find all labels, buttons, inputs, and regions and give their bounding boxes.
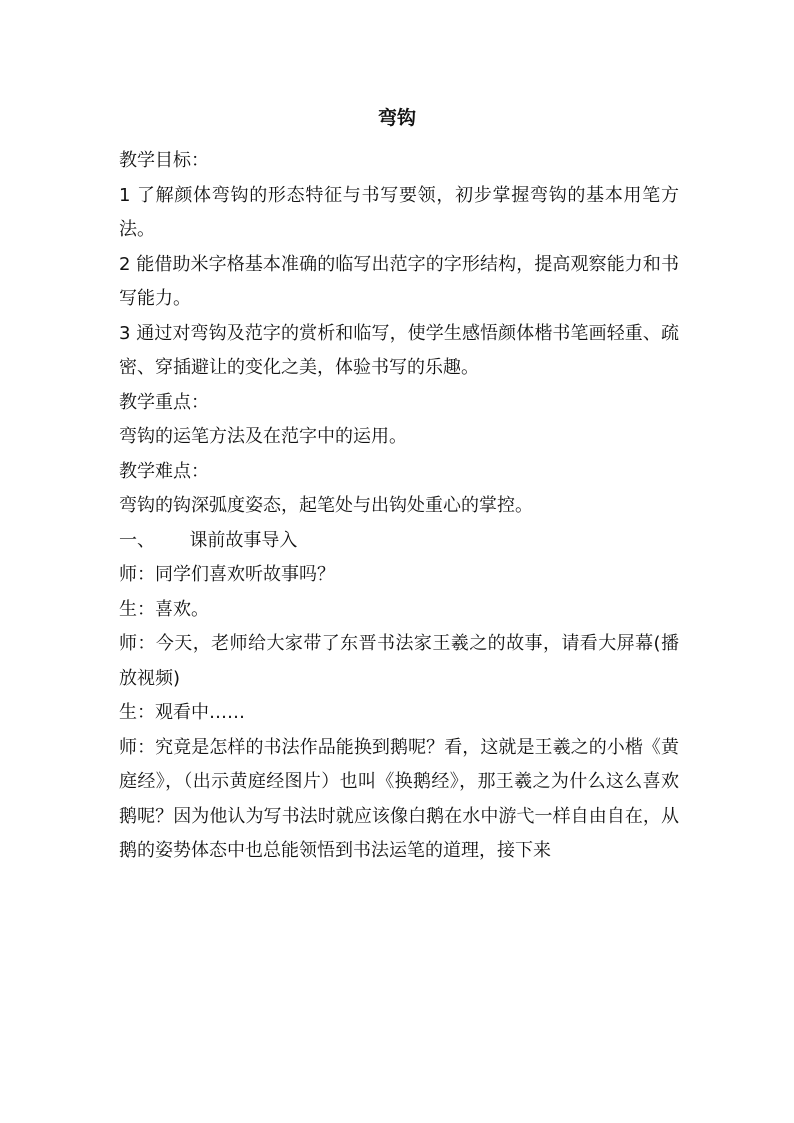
document-body: [119, 144, 679, 869]
section-heading-story-intro: 一、 课前故事导入: [119, 529, 298, 551]
dialogue-line: 生：喜欢。: [119, 598, 209, 620]
heading-teaching-goals: 教学目标：: [119, 150, 209, 171]
key-points-text: 弯钩的运笔方法及在范字中的运用。: [119, 426, 407, 447]
difficulties-text: 弯钩的钩深弧度姿态，起笔处与出钩处重心的掌控。: [119, 495, 533, 516]
heading-key-points: 教学重点：: [119, 391, 209, 413]
goal-item-3: 3 通过对弯钩及范字的赏析和临写，使学生感悟颜体楷书笔画轻重、疏密、穿插避让的变化之美，体验书写的乐趣。: [119, 322, 679, 378]
dialogue-line: 师：同学们喜欢听故事吗？: [119, 564, 335, 585]
heading-difficulties: 教学难点：: [119, 460, 209, 482]
dialogue-line: 师：究竟是怎样的书法作品能换到鹅呢？看，这就是王羲之的小楷《黄庭经》，（出示黄庭经图片）也叫《换鹅经》，那王羲之为什么这么喜欢鹅呢？因为他认为写书法时就应该像白鹅在水中游弋一样自由自在，从鹅的姿势体态中也总能领悟到书法运笔的道理，接下来: [119, 736, 679, 861]
goal-item-2: 2 能借助米字格基本准确的临写出范字的字形结构，提高观察能力和书写能力。: [119, 253, 679, 309]
dialogue-line: 师：今天，老师给大家带了东晋书法家王羲之的故事，请看大屏幕(播放视频): [119, 633, 679, 689]
dialogue-line: 生：观看中……: [119, 702, 245, 723]
goal-item-1: 1 了解颜体弯钩的形态特征与书写要领，初步掌握弯钩的基本用笔方法。: [119, 184, 679, 240]
document-title: 弯钩: [377, 107, 416, 129]
